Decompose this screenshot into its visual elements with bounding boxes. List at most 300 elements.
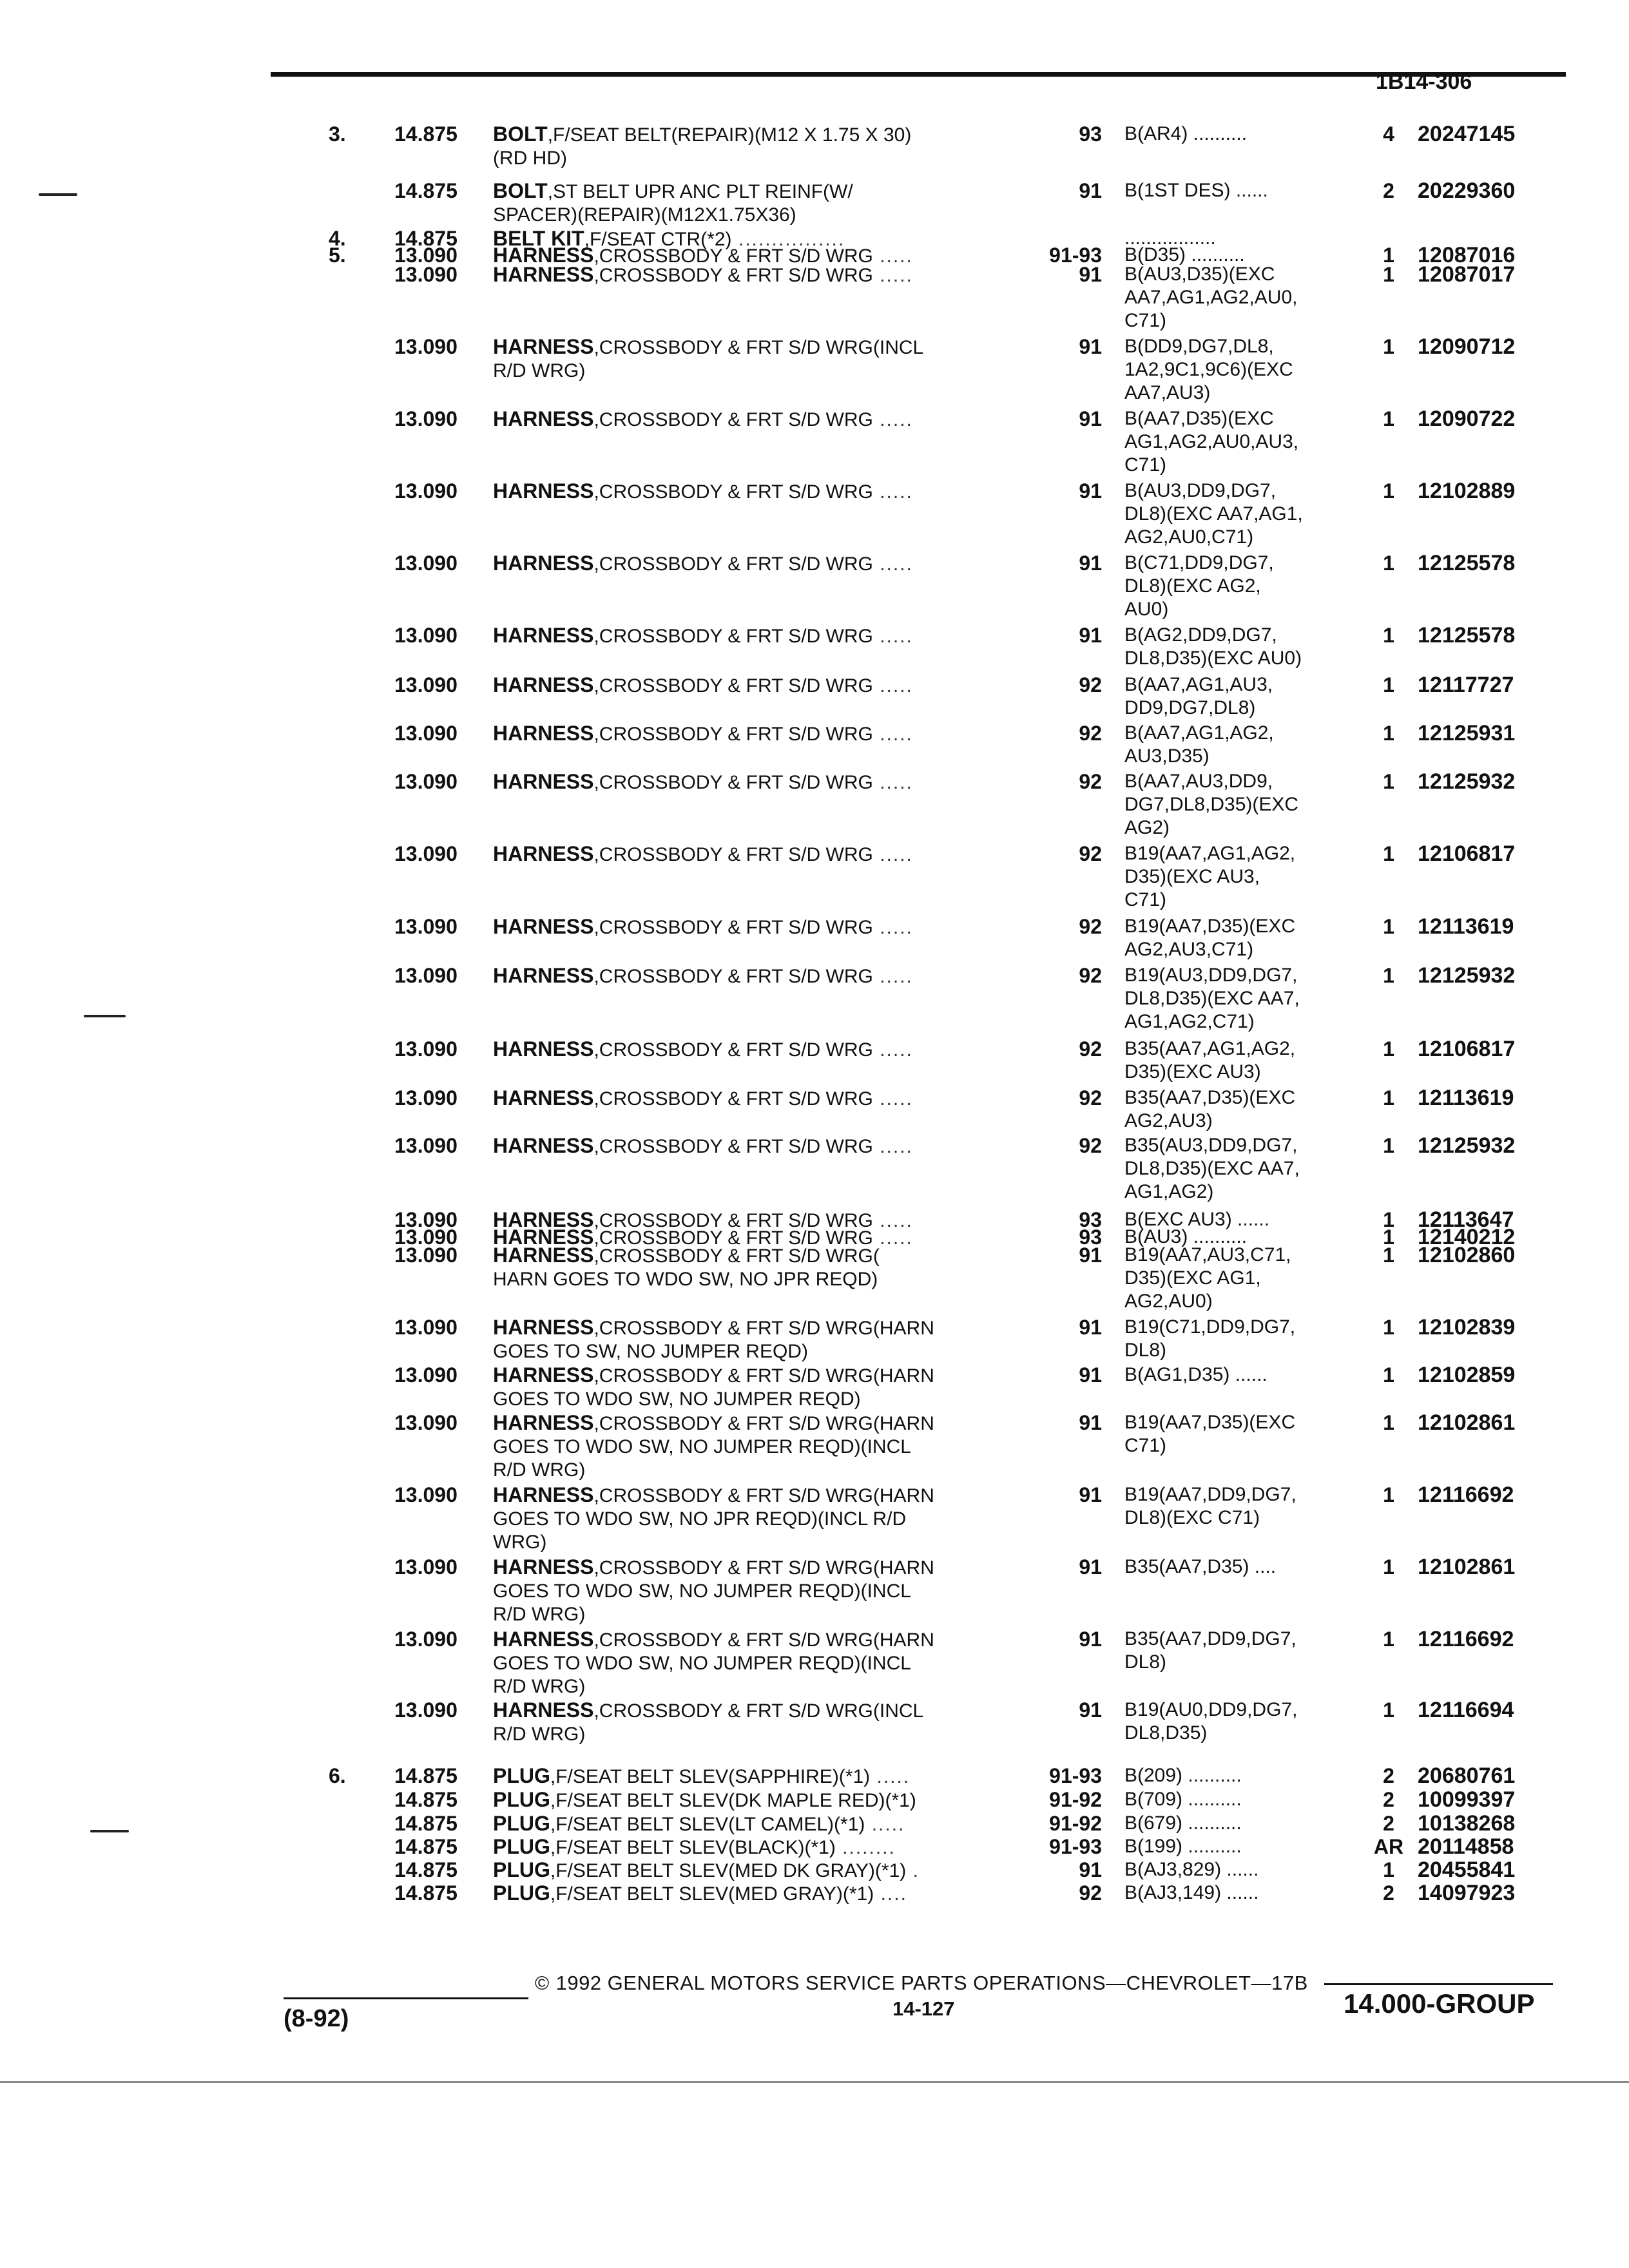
part-number: 20247145 xyxy=(1418,122,1516,146)
part-name: HARNESS xyxy=(493,1698,594,1722)
model-year: 91 xyxy=(1079,1483,1102,1506)
item-number: 5. xyxy=(329,244,346,267)
leader-dots: ..... xyxy=(872,966,913,987)
part-number: 12090722 xyxy=(1418,407,1516,431)
part-number: 12125931 xyxy=(1418,721,1516,745)
model-year: 91 xyxy=(1079,1628,1102,1651)
part-number: 12125932 xyxy=(1418,1133,1516,1158)
leader-dots: ..... xyxy=(872,675,913,697)
quantity: 1 xyxy=(1383,1411,1394,1434)
description-text: ,CROSSBODY & FRT S/D WRG xyxy=(593,1039,873,1061)
description-text: ,F/SEAT BELT SLEV(LT CAMEL)(*1) xyxy=(550,1814,865,1835)
part-description xyxy=(493,1134,1034,1158)
usage-code: B19(AA7,AU3,C71, D35)(EXC AG1, AG2,AU0) xyxy=(1124,1244,1291,1312)
quantity: 1 xyxy=(1383,842,1394,865)
model-year: 91-93 xyxy=(1049,1764,1102,1787)
description-text: ,CROSSBODY & FRT S/D WRG(INCL R/D WRG) xyxy=(493,1700,924,1745)
part-number: 12102859 xyxy=(1418,1363,1516,1387)
usage-code: B(AU3,D35)(EXC AA7,AG1,AG2,AU0, C71) xyxy=(1124,264,1298,331)
group-number: 14.875 xyxy=(394,1835,458,1858)
leader-dots: ..... xyxy=(872,1039,913,1061)
description-text: ,CROSSBODY & FRT S/D WRG xyxy=(593,626,873,647)
group-number: 13.090 xyxy=(394,407,458,430)
description-text: ,CROSSBODY & FRT S/D WRG xyxy=(593,1088,873,1110)
part-description xyxy=(493,335,1034,383)
model-year: 92 xyxy=(1079,1881,1102,1905)
footer-page-number: 14-127 xyxy=(892,1997,955,2020)
group-number: 14.875 xyxy=(394,227,458,250)
part-name: HARNESS xyxy=(493,915,594,938)
part-description xyxy=(493,407,1034,432)
quantity: 1 xyxy=(1383,770,1394,793)
description-text: ,CROSSBODY & FRT S/D WRG(HARN GOES TO WDO SW, NO JPR REQD)(INCL R/D WRG) xyxy=(493,1485,934,1553)
part-name: HARNESS xyxy=(493,1555,594,1579)
quantity: 1 xyxy=(1383,335,1394,358)
group-number: 13.090 xyxy=(394,1037,458,1061)
description-text: ,CROSSBODY & FRT S/D WRG xyxy=(593,265,873,286)
leader-dots: ..... xyxy=(872,1088,913,1110)
group-number: 13.090 xyxy=(394,673,458,697)
part-number: 12102860 xyxy=(1418,1243,1516,1267)
group-number: 13.090 xyxy=(394,1555,458,1579)
part-name: HARNESS xyxy=(493,1208,594,1231)
leader-dots: ..... xyxy=(865,1814,905,1835)
leader-dots: ........ xyxy=(835,1837,896,1858)
part-description xyxy=(493,1316,1034,1363)
part-number: 12102889 xyxy=(1418,479,1516,503)
group-number: 13.090 xyxy=(394,722,458,745)
quantity: 1 xyxy=(1383,263,1394,286)
description-text: ,F/SEAT BELT SLEV(MED DK GRAY)(*1) xyxy=(550,1860,907,1881)
leader-dots: ..... xyxy=(872,917,913,938)
part-description xyxy=(493,263,1034,287)
model-year: 91 xyxy=(1079,407,1102,430)
model-year: 91 xyxy=(1079,552,1102,575)
group-number: 13.090 xyxy=(394,335,458,358)
part-number: 12090712 xyxy=(1418,334,1516,359)
part-description xyxy=(493,1244,1034,1291)
description-text: ,CROSSBODY & FRT S/D WRG(HARN GOES TO WDO SW, NO JUMPER REQD) xyxy=(493,1365,934,1410)
part-name: HARNESS xyxy=(493,624,594,647)
leader-dots: .... xyxy=(874,1883,907,1905)
group-number: 14.875 xyxy=(394,1858,458,1881)
part-name: HARNESS xyxy=(493,1483,594,1506)
part-number: 12125932 xyxy=(1418,769,1516,794)
usage-code: B19(C71,DD9,DG7, DL8) xyxy=(1124,1316,1296,1361)
usage-code: B(AA7,AU3,DD9, DG7,DL8,D35)(EXC AG2) xyxy=(1124,771,1299,838)
part-description xyxy=(493,122,1034,170)
part-number: 12102861 xyxy=(1418,1410,1516,1435)
part-name: HARNESS xyxy=(493,263,594,286)
part-description xyxy=(493,624,1034,648)
description-text: ,CROSSBODY & FRT S/D WRG(HARN GOES TO SW, NO JUMPER REQD) xyxy=(493,1318,934,1362)
group-number: 13.090 xyxy=(394,1628,458,1651)
part-name: HARNESS xyxy=(493,1411,594,1434)
leader-dots: ................ xyxy=(731,229,845,250)
part-name: HARNESS xyxy=(493,1363,594,1387)
usage-code: B19(AA7,D35)(EXC C71) xyxy=(1124,1412,1296,1456)
usage-code: B35(AA7,DD9,DG7, DL8) xyxy=(1124,1628,1296,1673)
part-description xyxy=(493,1628,1034,1698)
description-text: ,CROSSBODY & FRT S/D WRG(HARN GOES TO WDO SW, NO JUMPER REQD)(INCL R/D WRG) xyxy=(493,1413,934,1481)
model-year: 92 xyxy=(1079,842,1102,865)
part-description xyxy=(493,1812,1034,1836)
quantity: 1 xyxy=(1383,722,1394,745)
part-name: PLUG xyxy=(493,1858,550,1881)
quantity: 1 xyxy=(1383,1555,1394,1579)
usage-code: B35(AA7,D35)(EXC AG2,AU3) xyxy=(1124,1087,1296,1131)
model-year: 91 xyxy=(1079,1858,1102,1881)
part-description xyxy=(493,1086,1034,1111)
part-name: HARNESS xyxy=(493,1086,594,1110)
model-year: 91-92 xyxy=(1049,1788,1102,1811)
part-description xyxy=(493,179,1034,227)
usage-code: B(AJ3,829) ...... xyxy=(1124,1859,1259,1880)
group-number: 14.875 xyxy=(394,1812,458,1835)
usage-code: B19(AU0,DD9,DG7, DL8,D35) xyxy=(1124,1699,1298,1744)
part-number: 12087016 xyxy=(1418,243,1516,267)
description-text: ,CROSSBODY & FRT S/D WRG( HARN GOES TO WDO SW, NO JPR REQD) xyxy=(493,1245,880,1290)
group-number: 13.090 xyxy=(394,1208,458,1231)
part-name: HARNESS xyxy=(493,673,594,697)
description-text: ,F/SEAT BELT SLEV(BLACK)(*1) xyxy=(550,1837,836,1858)
model-year: 91 xyxy=(1079,1363,1102,1387)
part-name: PLUG xyxy=(493,1812,550,1835)
group-number: 14.875 xyxy=(394,1788,458,1811)
part-name: PLUG xyxy=(493,1788,550,1811)
usage-code: B(DD9,DG7,DL8, 1A2,9C1,9C6)(EXC AA7,AU3) xyxy=(1124,336,1293,403)
page-code: 1B14-306 xyxy=(1376,70,1472,94)
part-name: HARNESS xyxy=(493,1037,594,1061)
usage-code: B(AA7,AG1,AU3, DD9,DG7,DL8) xyxy=(1124,674,1273,718)
part-number: 12087017 xyxy=(1418,262,1516,287)
part-description xyxy=(493,673,1034,698)
part-description xyxy=(493,1881,1034,1906)
group-number: 13.090 xyxy=(394,244,458,267)
part-name: HARNESS xyxy=(493,244,594,267)
group-number: 13.090 xyxy=(394,1363,458,1387)
model-year: 92 xyxy=(1079,1037,1102,1061)
quantity: 1 xyxy=(1383,1316,1394,1339)
usage-code: B(D35) .......... xyxy=(1124,244,1245,265)
quantity: 4 xyxy=(1383,122,1394,146)
item-number: 4. xyxy=(329,227,346,250)
model-year: 91 xyxy=(1079,624,1102,647)
part-number: 12125578 xyxy=(1418,551,1516,575)
quantity: 1 xyxy=(1383,1628,1394,1651)
description-text: ,CROSSBODY & FRT S/D WRG xyxy=(593,553,873,575)
group-number: 14.875 xyxy=(394,122,458,146)
model-year: 92 xyxy=(1079,673,1102,697)
usage-code: B(AG2,DD9,DG7, DL8,D35)(EXC AU0) xyxy=(1124,624,1302,669)
description-text: ,F/SEAT CTR(*2) xyxy=(584,229,732,250)
description-text: ,CROSSBODY & FRT S/D WRG xyxy=(593,245,873,267)
model-year: 92 xyxy=(1079,722,1102,745)
usage-code: B(709) .......... xyxy=(1124,1789,1242,1810)
leader-dots: ..... xyxy=(872,245,913,267)
description-text: ,CROSSBODY & FRT S/D WRG xyxy=(593,844,873,865)
part-number: 12106817 xyxy=(1418,841,1516,866)
part-number: 12116692 xyxy=(1418,1627,1514,1651)
part-description xyxy=(493,1788,1034,1812)
part-number: 12113619 xyxy=(1418,1086,1514,1110)
bottom-rule xyxy=(0,2081,1629,2083)
model-year: 91 xyxy=(1079,1411,1102,1434)
part-description xyxy=(493,479,1034,504)
description-text: ,CROSSBODY & FRT S/D WRG xyxy=(593,1210,873,1231)
usage-code: B(AU3) .......... xyxy=(1124,1226,1248,1247)
usage-code: B35(AU3,DD9,DG7, DL8,D35)(EXC AA7, AG1,AG2) xyxy=(1124,1135,1300,1202)
leader-dots: . xyxy=(906,1860,920,1881)
usage-code: B(679) .......... xyxy=(1124,1812,1242,1834)
leader-dots: ..... xyxy=(872,626,913,647)
part-number: 20114858 xyxy=(1418,1834,1514,1859)
item-number: 3. xyxy=(329,122,346,146)
group-number: 13.090 xyxy=(394,479,458,503)
part-name: PLUG xyxy=(493,1881,550,1905)
usage-code: B(C71,DD9,DG7, DL8)(EXC AG2, AU0) xyxy=(1124,552,1274,620)
part-name: PLUG xyxy=(493,1764,550,1787)
model-year: 93 xyxy=(1079,1208,1102,1231)
quantity: 1 xyxy=(1383,1698,1394,1722)
description-text: ,CROSSBODY & FRT S/D WRG xyxy=(593,1136,873,1157)
group-number: 13.090 xyxy=(394,552,458,575)
part-name: HARNESS xyxy=(493,1244,594,1267)
group-number: 13.090 xyxy=(394,1225,458,1249)
description-text: ,CROSSBODY & FRT S/D WRG xyxy=(593,966,873,987)
model-year: 91 xyxy=(1079,1698,1102,1722)
model-year: 91 xyxy=(1079,179,1102,202)
quantity: 1 xyxy=(1383,624,1394,647)
group-number: 13.090 xyxy=(394,624,458,647)
group-number: 13.090 xyxy=(394,263,458,286)
leader-dots: ..... xyxy=(872,1136,913,1157)
group-number: 13.090 xyxy=(394,1698,458,1722)
part-number: 12116694 xyxy=(1418,1698,1514,1722)
part-name: HARNESS xyxy=(493,1316,594,1339)
part-number: 12113647 xyxy=(1418,1207,1514,1232)
group-number: 13.090 xyxy=(394,1086,458,1110)
quantity: 2 xyxy=(1383,1764,1394,1787)
footer-group: 14.000-GROUP xyxy=(1344,1988,1535,2019)
quantity: AR xyxy=(1373,1835,1404,1858)
description-text: ,F/SEAT BELT SLEV(DK MAPLE RED)(*1) xyxy=(550,1790,916,1811)
quantity: 1 xyxy=(1383,1483,1394,1506)
usage-code: B(1ST DES) ...... xyxy=(1124,180,1268,201)
part-name: HARNESS xyxy=(493,552,594,575)
quantity: 1 xyxy=(1383,915,1394,938)
part-number: 20455841 xyxy=(1418,1858,1516,1882)
quantity: 2 xyxy=(1383,1881,1394,1905)
part-name: BOLT xyxy=(493,122,548,146)
part-description xyxy=(493,552,1034,576)
part-description xyxy=(493,964,1034,988)
part-number: 10138268 xyxy=(1418,1811,1516,1836)
quantity: 1 xyxy=(1383,1037,1394,1061)
footer-rule-right xyxy=(1324,1983,1553,1985)
part-number: 12102861 xyxy=(1418,1555,1516,1579)
group-number: 13.090 xyxy=(394,842,458,865)
usage-code: B(AA7,D35)(EXC AG1,AG2,AU0,AU3, C71) xyxy=(1124,408,1299,476)
quantity: 1 xyxy=(1383,479,1394,503)
model-year: 91 xyxy=(1079,1316,1102,1339)
part-description xyxy=(493,770,1034,794)
description-text: ,CROSSBODY & FRT S/D WRG(HARN GOES TO WDO SW, NO JUMPER REQD)(INCL R/D WRG) xyxy=(493,1629,934,1697)
usage-code: B(AU3,DD9,DG7, DL8)(EXC AA7,AG1, AG2,AU0,C71) xyxy=(1124,480,1303,548)
usage-code: B(EXC AU3) ...... xyxy=(1124,1209,1270,1230)
description-text: ,CROSSBODY & FRT S/D WRG xyxy=(593,724,873,745)
group-number: 14.875 xyxy=(394,1881,458,1905)
model-year: 92 xyxy=(1079,770,1102,793)
usage-code: B19(AA7,DD9,DG7, DL8)(EXC C71) xyxy=(1124,1484,1296,1528)
part-number: 14097923 xyxy=(1418,1881,1516,1905)
part-description xyxy=(493,1555,1034,1626)
quantity: 1 xyxy=(1383,673,1394,697)
item-number: 6. xyxy=(329,1764,346,1787)
description-text: ,CROSSBODY & FRT S/D WRG xyxy=(593,1227,873,1249)
part-number: 12125932 xyxy=(1418,963,1516,988)
group-number: 13.090 xyxy=(394,1134,458,1157)
group-number: 14.875 xyxy=(394,179,458,202)
model-year: 93 xyxy=(1079,1225,1102,1249)
part-name: HARNESS xyxy=(493,479,594,503)
group-number: 13.090 xyxy=(394,1244,458,1267)
group-number: 13.090 xyxy=(394,915,458,938)
group-number: 14.875 xyxy=(394,1764,458,1787)
part-name: HARNESS xyxy=(493,1225,594,1249)
usage-code: B35(AA7,AG1,AG2, D35)(EXC AU3) xyxy=(1124,1038,1296,1082)
leader-dots: ..... xyxy=(872,409,913,430)
part-description xyxy=(493,722,1034,746)
usage-code: B(AG1,D35) ...... xyxy=(1124,1364,1268,1385)
quantity: 1 xyxy=(1383,1244,1394,1267)
leader-dots: ..... xyxy=(872,1210,913,1231)
model-year: 91-93 xyxy=(1049,244,1102,267)
part-number: 12106817 xyxy=(1418,1037,1516,1061)
leader-dots: ..... xyxy=(872,481,913,503)
part-number: 12113619 xyxy=(1418,914,1514,939)
leader-dots: ..... xyxy=(872,553,913,575)
footer-rule-left xyxy=(284,1997,528,1999)
description-text: ,CROSSBODY & FRT S/D WRG xyxy=(593,481,873,503)
model-year: 91-93 xyxy=(1049,1835,1102,1858)
part-description xyxy=(493,915,1034,939)
group-number: 13.090 xyxy=(394,1483,458,1506)
quantity: 1 xyxy=(1383,1208,1394,1231)
model-year: 91 xyxy=(1079,1555,1102,1579)
part-name: HARNESS xyxy=(493,1628,594,1651)
part-description xyxy=(493,1764,1034,1789)
usage-code: B(209) .......... xyxy=(1124,1765,1242,1786)
part-name: HARNESS xyxy=(493,407,594,430)
part-number: 20229360 xyxy=(1418,178,1516,203)
quantity: 1 xyxy=(1383,407,1394,430)
footer-date: (8-92) xyxy=(284,2005,349,2032)
part-number: 12116692 xyxy=(1418,1483,1514,1507)
description-text: ,CROSSBODY & FRT S/D WRG xyxy=(593,772,873,793)
usage-code: B19(AA7,AG1,AG2, D35)(EXC AU3, C71) xyxy=(1124,843,1296,910)
leader-dots: ..... xyxy=(872,724,913,745)
part-description xyxy=(493,1411,1034,1482)
part-number: 12140212 xyxy=(1418,1225,1516,1249)
quantity: 1 xyxy=(1383,1086,1394,1110)
part-description xyxy=(493,1835,1034,1860)
description-text: ,F/SEAT BELT SLEV(MED GRAY)(*1) xyxy=(550,1883,874,1905)
quantity: 2 xyxy=(1383,1812,1394,1835)
usage-code: B(199) .......... xyxy=(1124,1836,1242,1857)
usage-code: B(AJ3,149) ...... xyxy=(1124,1882,1259,1903)
part-name: BELT KIT xyxy=(493,227,584,250)
model-year: 91 xyxy=(1079,1244,1102,1267)
group-number: 13.090 xyxy=(394,964,458,987)
leader-dots: ..... xyxy=(870,1766,911,1787)
quantity: 1 xyxy=(1383,964,1394,987)
model-year: 92 xyxy=(1079,964,1102,987)
part-description xyxy=(493,1363,1034,1411)
part-name: HARNESS xyxy=(493,770,594,793)
group-number: 13.090 xyxy=(394,1411,458,1434)
part-number: 20680761 xyxy=(1418,1763,1516,1788)
quantity: 1 xyxy=(1383,1134,1394,1157)
part-description xyxy=(493,1037,1034,1062)
part-name: BOLT xyxy=(493,179,548,202)
quantity: 2 xyxy=(1383,1788,1394,1811)
footer-copyright: © 1992 GENERAL MOTORS SERVICE PARTS OPERATIONS—CHEVROLET—17B xyxy=(535,1972,1308,1994)
quantity: 2 xyxy=(1383,179,1394,202)
model-year: 91 xyxy=(1079,335,1102,358)
part-number: 10099397 xyxy=(1418,1787,1516,1812)
part-description xyxy=(493,1698,1034,1746)
description-text: ,CROSSBODY & FRT S/D WRG xyxy=(593,675,873,697)
part-name: HARNESS xyxy=(493,335,594,358)
description-text: ,ST BELT UPR ANC PLT REINF(W/ SPACER)(REPAIR)(M12X1.75X36) xyxy=(493,181,853,226)
model-year: 92 xyxy=(1079,1134,1102,1157)
quantity: 1 xyxy=(1383,552,1394,575)
quantity: 1 xyxy=(1383,1363,1394,1387)
quantity: 1 xyxy=(1383,244,1394,267)
leader-dots: ..... xyxy=(872,265,913,286)
quantity: 1 xyxy=(1383,1858,1394,1881)
quantity: 1 xyxy=(1383,1225,1394,1249)
leader-dots: ..... xyxy=(872,844,913,865)
part-description xyxy=(493,1858,1034,1883)
part-name: PLUG xyxy=(493,1835,550,1858)
part-name: HARNESS xyxy=(493,842,594,865)
part-number: 12102839 xyxy=(1418,1315,1516,1340)
description-text: ,F/SEAT BELT(REPAIR)(M12 X 1.75 X 30) (RD HD) xyxy=(493,124,912,169)
model-year: 91-92 xyxy=(1049,1812,1102,1835)
usage-code: B(AR4) .......... xyxy=(1124,123,1248,144)
part-number: 12125578 xyxy=(1418,623,1516,648)
usage-code: B35(AA7,D35) .... xyxy=(1124,1556,1277,1577)
usage-code: ................. xyxy=(1124,227,1216,249)
usage-code: B19(AU3,DD9,DG7, DL8,D35)(EXC AA7, AG1,AG2,C71) xyxy=(1124,965,1300,1032)
description-text: ,CROSSBODY & FRT S/D WRG xyxy=(593,917,873,938)
part-description xyxy=(493,842,1034,867)
model-year: 91 xyxy=(1079,479,1102,503)
part-name: HARNESS xyxy=(493,964,594,987)
model-year: 92 xyxy=(1079,915,1102,938)
description-text: ,CROSSBODY & FRT S/D WRG(HARN GOES TO WDO SW, NO JUMPER REQD)(INCL R/D WRG) xyxy=(493,1557,934,1625)
leader-dots: ..... xyxy=(872,1227,913,1249)
part-name: HARNESS xyxy=(493,722,594,745)
leader-dots: ..... xyxy=(872,772,913,793)
description-text: ,CROSSBODY & FRT S/D WRG(INCL R/D WRG) xyxy=(493,337,924,381)
part-number: 12117727 xyxy=(1418,673,1514,697)
usage-code: B19(AA7,D35)(EXC AG2,AU3,C71) xyxy=(1124,916,1296,960)
model-year: 92 xyxy=(1079,1086,1102,1110)
description-text: ,CROSSBODY & FRT S/D WRG xyxy=(593,409,873,430)
